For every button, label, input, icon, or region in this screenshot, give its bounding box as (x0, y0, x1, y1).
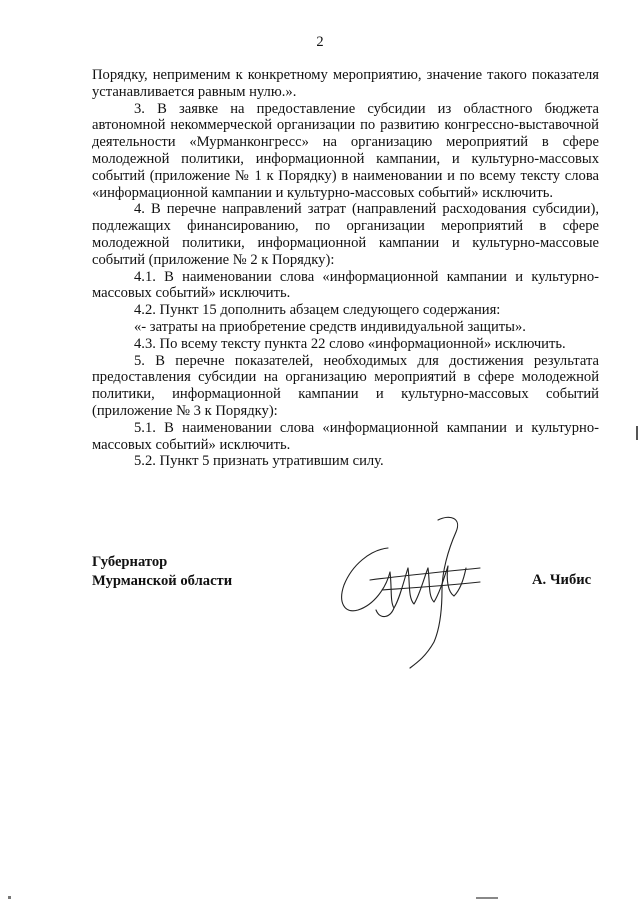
signatory-position (92, 553, 232, 591)
paragraph-item-4-1: 4.1. В наименовании слова «информационной кампании и культурно-массовых событий» исключить. (92, 268, 599, 302)
paragraph-item-5: 5. В перечне показателей, необходимых для достижения результата предоставления субсидии на организацию мероприятий в сфере молодежной политики, информационной кампании и культурно-массовых событий (приложение № 3 к Порядку): (92, 352, 599, 419)
signatory-position-line2: Мурманской области (92, 573, 233, 589)
page-number: 2 (316, 34, 324, 50)
paragraph-item-4-2-quote: «- затраты на приобретение средств индивидуальной защиты». (134, 318, 526, 335)
scan-bottom-mark (476, 897, 498, 899)
handwritten-signature (330, 510, 500, 670)
signatory-name: А. Чибис (532, 572, 592, 588)
scan-edge-mark (636, 426, 638, 440)
paragraph-item-5-1: 5.1. В наименовании слова «информационной кампании и культурно-массовых событий» исключить. (92, 419, 599, 453)
paragraph-item-4: 4. В перечне направлений затрат (направлений расходования субсидии), подлежащих финансированию, по организации мероприятий в сфере молодежной политики, информационной кампании и культурно-массовые событий (приложение № 2 к Порядку): (92, 201, 599, 268)
signatory-position-line1: Губернатор (92, 554, 168, 570)
paragraph-item-4-2: 4.2. Пункт 15 дополнить абзацем следующего содержания: (134, 302, 501, 319)
paragraph-item-5-2: 5.2. Пункт 5 признать утратившим силу. (134, 453, 384, 470)
document-body (92, 67, 599, 470)
paragraph-continuation: Порядку, неприменим к конкретному мероприятию, значение такого показателя устанавливается равным нулю.». (92, 67, 599, 100)
paragraph-item-4-3: 4.3. По всему тексту пункта 22 слово «информационной» исключить. (134, 335, 566, 352)
paragraph-item-3: 3. В заявке на предоставление субсидии из областного бюджета автономной некоммерческой организации по развитию конгрессно-выставочной деятельности «Мурманконгресс» на организацию мероприятий в сфере молодежной политики, информационной кампании, и культурно-массовых событий (приложение № 1 к Порядку) в наименовании и по всему тексту слова «информационной кампании и культурно-массовых событий» исключить. (92, 100, 599, 201)
scan-bottom-dot (8, 896, 11, 899)
